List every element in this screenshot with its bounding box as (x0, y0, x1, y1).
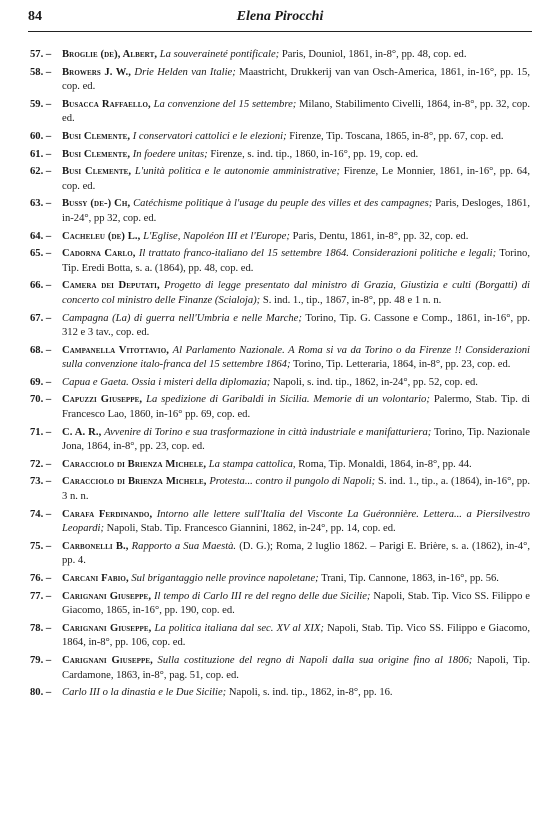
entry-number: 75. – (30, 540, 52, 552)
entry-title: Il trattato franco-italiano del 15 settembre 1864. Considerazioni politiche e legali; (138, 248, 497, 260)
entry-publication: Torino, Tip. G. Cassone e Comp., 1861, in-16°, pp. 312 e 3 tav., cop. ed. (62, 312, 530, 339)
entry-author: Cadorna Carlo, (62, 248, 136, 260)
entry-title: Sul brigantaggio nelle province napoletane; (131, 573, 319, 584)
entry-publication: Milano, Stabilimento Civelli, 1864, in-8°, pp. 32, cop. ed. (62, 98, 530, 125)
entry-title: La spedizione di Garibaldi in Sicilia. Memorie di un volontario; (146, 394, 430, 406)
bibliography-entry (28, 312, 530, 341)
entry-number: 80. – (30, 687, 52, 699)
entry-text (62, 393, 530, 422)
entry-text (62, 48, 530, 63)
entry-text (62, 197, 530, 226)
entry-text (62, 98, 530, 127)
entry-text (62, 572, 530, 587)
entry-title: In foedere unitas; (132, 148, 208, 160)
entry-number: 64. – (30, 230, 52, 242)
entry-number: 57. – (30, 49, 52, 60)
bibliography-list (28, 48, 530, 704)
entry-author: Carignani Giuseppe, (62, 622, 152, 634)
entry-text (62, 622, 530, 651)
entry-author: Carignani Giuseppe, (62, 654, 153, 666)
bibliography-entry (28, 475, 530, 504)
entry-text (62, 475, 530, 504)
entry-author: Broglie (de), Albert, (62, 49, 158, 60)
entry-number: 65. – (30, 248, 52, 260)
entry-title: Campagna (La) di guerra nell'Umbria e nelle Marche; (62, 312, 302, 324)
entry-text (62, 458, 530, 473)
entry-publication: Trani, Tip. Cannone, 1863, in-16°, pp. 56. (321, 573, 499, 584)
entry-author: Busacca Raffaello, (62, 98, 151, 110)
bibliography-entry (28, 376, 530, 391)
entry-publication: Paris, Desloges, 1861, in-24°, pp 32, cop. ed. (62, 198, 530, 224)
entry-author: Busi Clemente, (62, 130, 131, 142)
entry-author: Carignani Giuseppe, (62, 590, 152, 602)
entry-number: 73. – (30, 476, 52, 488)
entry-title: Protesta... contro il pungolo di Napoli; (209, 476, 376, 488)
entry-number: 72. – (30, 458, 52, 470)
bibliography-entry (28, 230, 530, 245)
entry-title: I conservatori cattolici e le elezioni; (132, 130, 287, 142)
bibliography-entry (28, 247, 530, 276)
bibliography-entry (28, 686, 530, 701)
entry-number: 71. – (30, 426, 52, 438)
entry-author: Caracciolo di Brienza Michele, (62, 458, 207, 470)
entry-title: Il tempo di Carlo III re del regno delle due Sicilie; (153, 590, 371, 602)
entry-author: Busi Clemente, (62, 166, 132, 178)
entry-title: L'unità politica e le autonomie amministrative; (134, 166, 341, 178)
entry-number: 74. – (30, 508, 52, 520)
entry-author: Cacheleu (de) L., (62, 230, 141, 242)
bibliography-entry (28, 458, 530, 473)
entry-author: Caracciolo di Brienza Michele, (62, 476, 207, 488)
entry-number: 60. – (30, 130, 52, 142)
entry-title: L'Eglise, Napoléon III et l'Europe; (143, 230, 290, 242)
entry-number: 58. – (30, 66, 52, 78)
entry-publication: Firenze, Tip. Toscana, 1865, in-8°, pp. 67, cop. ed. (289, 130, 504, 142)
entry-author: Campanella Vitottavio, (62, 344, 170, 356)
entry-text (62, 344, 530, 373)
entry-author: C. A. R., (62, 426, 102, 438)
entry-title: La convenzione del 15 settembre; (153, 98, 297, 110)
entry-number: 59. – (30, 98, 52, 110)
entry-publication: Paris, Dentu, 1861, in-8°, pp. 32, cop. ed. (292, 230, 469, 242)
bibliography-entry (28, 622, 530, 651)
header-rule (28, 31, 532, 32)
bibliography-entry (28, 654, 530, 683)
entry-publication: Napoli, s. ind. tip., 1862, in-24°, pp. 52, cop. ed. (273, 376, 478, 388)
entry-text (62, 130, 530, 145)
entry-text (62, 312, 530, 341)
entry-author: Carafa Ferdinando, (62, 508, 153, 520)
entry-title: Al Parlamento Nazionale. A Roma si va da Torino o da Firenze !! Considerazioni sulla convenzione italo-franca del 15 settembre 1864; (62, 344, 531, 371)
entry-title: Sulla costituzione del regno di Napoli dalla sua origine fino al 1806; (157, 654, 473, 666)
entry-publication: Napoli, Stab. Tip. Francesco Giannini, 1862, in-24°, pp. 14, cop. ed. (106, 523, 396, 535)
bibliography-entry (28, 130, 530, 145)
entry-title: Capua e Gaeta. Ossia i misteri della diplomazia; (62, 376, 271, 388)
entry-number: 68. – (30, 344, 52, 356)
entry-text (62, 165, 530, 194)
entry-text (62, 686, 530, 701)
entry-number: 69. – (30, 376, 52, 388)
bibliography-entry (28, 48, 530, 63)
bibliography-entry (28, 66, 530, 95)
entry-publication: S. ind. 1., tip., 1867, in-8°, pp. 48 e 1 n. n. (262, 294, 442, 306)
entry-author: Carbonelli B., (62, 540, 129, 552)
entry-title: Intorno alle lettere sull'Italia del Visconte La Guéronnière. Lettera... a Piersilvestro Leopardi; (62, 508, 530, 535)
bibliography-entry (28, 279, 530, 308)
entry-number: 66. – (30, 280, 52, 292)
entry-author: Camera dei Deputati, (62, 280, 160, 292)
entry-publication: Firenze, Le Monnier, 1861, in-16°, pp. 64, cop. ed. (62, 166, 530, 192)
bibliography-entry (28, 393, 530, 422)
entry-publication: Torino, Tip. Letteraria, 1864, in-8°, pp. 23, cop. ed. (292, 359, 511, 371)
entry-publication: Napoli, Stab. Tip. Vico SS. Filippo e Giacomo, 1864, in-8°, pp. 106, cop. ed. (62, 622, 530, 649)
entry-text (62, 540, 530, 569)
entry-publication: Palermo, Stab. Tip. di Francesco Lao, 1860, in-16° pp. 69, cop. ed. (62, 394, 531, 421)
entry-title: Carlo III o la dinastia e le Due Sicilie; (62, 687, 227, 699)
entry-text (62, 279, 530, 308)
entry-title: Rapporto a Sua Maestà. (131, 540, 237, 552)
entry-text (62, 376, 530, 391)
entry-number: 76. – (30, 573, 52, 584)
entry-title: Catéchisme politique à l'usage du peuple des villes et des campagnes; (133, 198, 433, 210)
entry-publication: S. ind. 1., tip., a. (1864), in-16°, pp. 3 n. n. (62, 476, 531, 503)
running-title: Elena Pirocchi (236, 9, 324, 24)
bibliography-entry (28, 165, 530, 194)
entry-title: Progetto di legge presentato dal ministro di Grazia, Giustizia e culti (Borgatti) di concerto col ministro delle Finanze (Scialoja); (62, 280, 530, 306)
entry-title: La souveraineté pontificale; (159, 49, 280, 60)
entry-text (62, 66, 530, 95)
bibliography-entry (28, 344, 530, 373)
entry-publication: Torino, Tip. Eredi Botta, s. a. (1864), pp. 48, cop. ed. (62, 248, 530, 274)
running-header (28, 6, 532, 32)
page-number: 84 (28, 9, 42, 24)
entry-publication: Torino, Tip. Nazionale Jona, 1864, in-8°, pp. 23, cop. ed. (62, 426, 530, 453)
entry-title: La stampa cattolica, (208, 458, 296, 470)
entry-publication: Maastricht, Drukkerij van van Osch-America, 1861, in-16°, pp. 15, cop. ed. (62, 66, 530, 93)
entry-number: 79. – (30, 654, 52, 666)
entry-publication: Napoli, Tip. Cardamone, 1863, in-8°, pag. 51, cop. ed. (62, 654, 530, 681)
entry-number: 62. – (30, 166, 52, 178)
entry-text (62, 590, 530, 619)
entry-text (62, 247, 530, 276)
entry-author: Carcani Fabio, (62, 573, 129, 584)
entry-author: Browers J. W., (62, 66, 132, 78)
entry-text (62, 508, 530, 537)
bibliography-entry (28, 148, 530, 163)
entry-author: Busi Clemente, (62, 148, 131, 160)
entry-text (62, 426, 530, 455)
entry-number: 70. – (30, 394, 52, 406)
entry-publication: Roma, Tip. Monaldi, 1864, in-8°, pp. 44. (298, 458, 472, 470)
entry-publication: (D. G.); Roma, 2 luglio 1862. – Parigi E. Brière, s. a. (1862), in-4°, pp. 4. (62, 540, 530, 567)
bibliography-entry (28, 426, 530, 455)
entry-text (62, 230, 530, 245)
bibliography-entry (28, 572, 530, 587)
entry-number: 61. – (30, 148, 52, 160)
entry-publication: Firenze, s. ind. tip., 1860, in-16°, pp. 19, cop. ed. (210, 148, 419, 160)
bibliography-entry (28, 540, 530, 569)
entry-title: Avvenire di Torino e sua trasformazione in città industriale e manifatturiera; (104, 426, 432, 438)
entry-text (62, 148, 530, 163)
entry-number: 63. – (30, 198, 52, 210)
entry-number: 78. – (30, 622, 52, 634)
bibliography-entry (28, 590, 530, 619)
entry-publication: Napoli, s. ind. tip., 1862, in-8°, pp. 16. (228, 687, 393, 699)
bibliography-entry (28, 98, 530, 127)
entry-author: Capuzzi Giuseppe, (62, 394, 143, 406)
entry-title: La politica italiana dal sec. XV al XIX; (154, 622, 324, 634)
entry-text (62, 654, 530, 683)
bibliography-entry (28, 197, 530, 226)
entry-author: Bussy (de-) Ch, (62, 198, 131, 210)
entry-number: 67. – (30, 312, 52, 324)
bibliography-entry (28, 508, 530, 537)
entry-title: Drie Helden van Italie; (134, 66, 236, 78)
entry-publication: Napoli, Stab. Tip. Vico SS. Filippo e Giacomo, 1865, in-16°, pp. 190, cop. ed. (62, 590, 530, 617)
entry-publication: Paris, Douniol, 1861, in-8°, pp. 48, cop. ed. (281, 49, 467, 60)
entry-number: 77. – (30, 590, 52, 602)
